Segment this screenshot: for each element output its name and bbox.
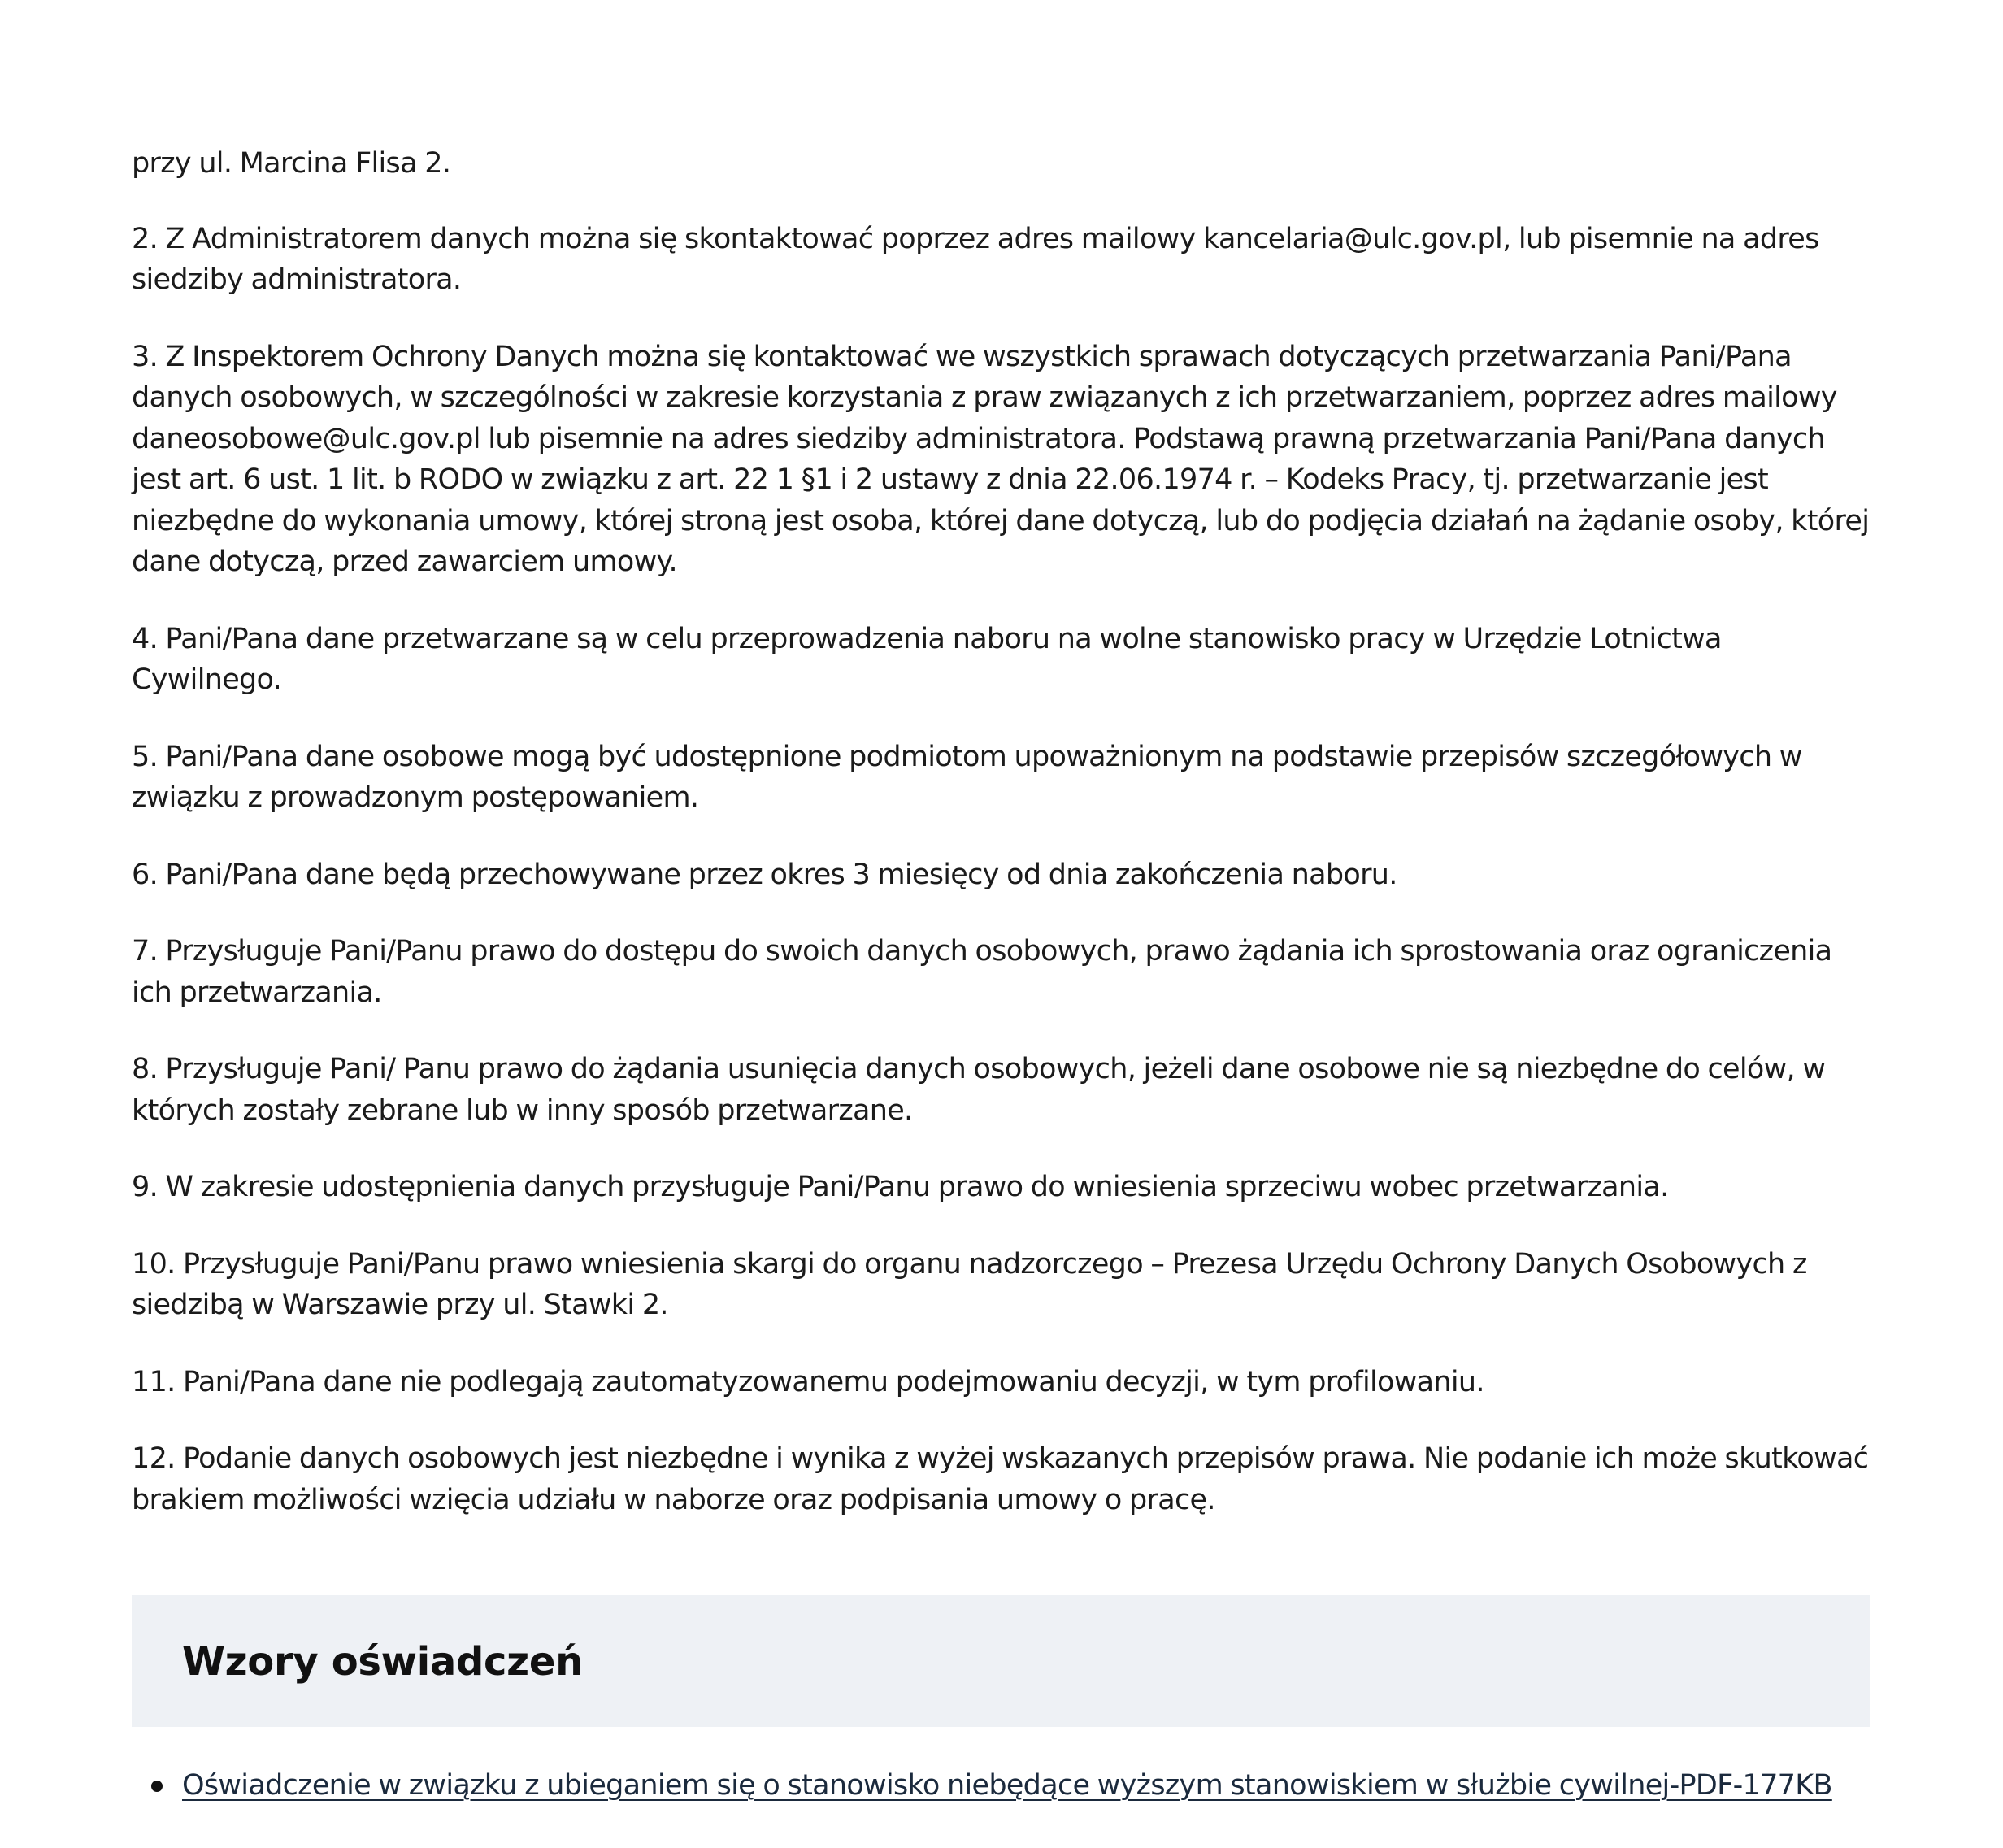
paragraph-5-data-sharing: 5. Pani/Pana dane osobowe mogą być udostępnione podmiotom upoważnionym na podstawie przepisów szczegółowych w związku z prowadzonym postępowaniem.: [132, 740, 1802, 814]
paragraph-11-automated-decisions: 11. Pani/Pana dane nie podlegają zautomatyzowanemu podejmowaniu decyzji, w tym profilowaniu.: [132, 1365, 1484, 1398]
paragraph-4-processing-purpose: 4. Pani/Pana dane przetwarzane są w celu przeprowadzenia naboru na wolne stanowisko pracy w Urzędzie Lotnictwa Cywilnego.: [132, 622, 1722, 696]
paragraph-10-complaint-right: 10. Przysługuje Pani/Panu prawo wniesienia skargi do organu nadzorczego – Prezesa Urzędu Ochrony Danych Osobowych z siedzibą w Warszawie przy ul. Stawki 2.: [132, 1247, 1807, 1321]
paragraph-8-erasure-right: 8. Przysługuje Pani/ Panu prawo do żądania usunięcia danych osobowych, jeżeli dane osobowe nie są niezbędne do celów, w których zostały zebrane lub w inny sposób przetwarzane.: [132, 1053, 1826, 1127]
document-download-link[interactable]: Oświadczenie w związku z ubieganiem się o stanowisko niebędące wyższym stanowiskiem w służbie cywilnej-PDF-177KB: [182, 1769, 1832, 1802]
paragraph-6-retention-period: 6. Pani/Pana dane będą przechowywane przez okres 3 miesięcy od dnia zakończenia naboru.: [132, 858, 1397, 891]
paragraph-12-data-requirement: 12. Podanie danych osobowych jest niezbędne i wynika z wyżej wskazanych przepisów prawa. Nie podanie ich może skutkować brakiem możliwości wzięcia udziału w naborze oraz podpisania umowy o pracę.: [132, 1442, 1869, 1516]
bullet-icon: [151, 1781, 163, 1792]
paragraph-address: przy ul. Marcina Flisa 2.: [132, 147, 451, 180]
privacy-notice-content: [132, 143, 1870, 1556]
list-item: [132, 1761, 1888, 1810]
paragraph-9-objection-right: 9. W zakresie udostępnienia danych przysługuje Pani/Panu prawo do wniesienia sprzeciwu wobec przetwarzania.: [132, 1171, 1669, 1203]
paragraph-2-contact-administrator: 2. Z Administratorem danych można się skontaktować poprzez adres mailowy kancelaria@ulc.gov.pl, lub pisemnie na adres siedziby administratora.: [132, 222, 1819, 296]
paragraph-7-access-right: 7. Przysługuje Pani/Panu prawo do dostępu do swoich danych osobowych, prawo żądania ich sprostowania oraz ograniczenia ich przetwarzania.: [132, 935, 1832, 1009]
document-list: [132, 1761, 1888, 1810]
paragraph-3-data-protection-inspector: 3. Z Inspektorem Ochrony Danych można się kontaktować we wszystkich sprawach dotyczących przetwarzania Pani/Pana danych osobowych, w szczególności w zakresie korzystania z praw związanych z ich przetwarzaniem, poprzez adres mailowy daneosobowe@ulc.gov.pl lub pisemnie na adres siedziby administratora. Podstawą prawną przetwarzania Pani/Pana danych jest art. 6 ust. 1 lit. b RODO w związku z art. 22 1 §1 i 2 ustawy z dnia 22.06.1974 r. – Kodeks Pracy, tj. przetwarzanie jest niezbędne do wykonania umowy, której stroną jest osoba, której dane dotyczą, lub do podjęcia działań na żądanie osoby, której dane dotyczą, przed zawarciem umowy.: [132, 340, 1870, 578]
section-title: Wzory oświadczeń: [182, 1639, 583, 1685]
section-header-box: [132, 1595, 1870, 1727]
